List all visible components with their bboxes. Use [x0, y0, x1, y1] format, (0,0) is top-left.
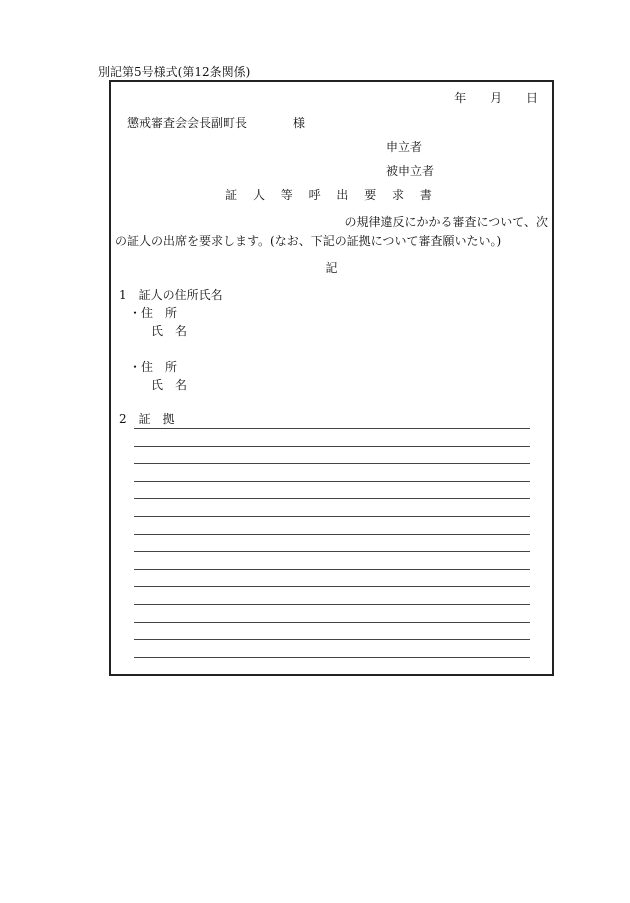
section-2-heading: 2 証 拠 — [119, 412, 175, 426]
form-frame — [109, 80, 554, 676]
witness-1-name-label: 氏 名 — [151, 324, 188, 338]
year-label: 年 — [454, 91, 467, 105]
evidence-line — [134, 428, 530, 429]
witness-2-name-label: 氏 名 — [151, 378, 188, 392]
evidence-line — [134, 586, 530, 587]
evidence-line — [134, 551, 530, 552]
evidence-line — [134, 498, 530, 499]
body-line-1: の規律違反にかかる審査について、次 — [344, 215, 548, 229]
evidence-line — [134, 481, 530, 482]
ki-heading: 記 — [325, 261, 338, 275]
addressee-honorific: 様 — [293, 116, 306, 130]
document-title: 証 人 等 呼 出 要 求 書 — [225, 188, 438, 202]
evidence-line — [134, 604, 530, 605]
evidence-line — [134, 639, 530, 640]
witness-1-address-label: ・住 所 — [129, 306, 178, 320]
body-line-2: の証人の出席を要求します。(なお、下記の証拠について審査願いたい。) — [115, 234, 502, 248]
witness-2-address-label: ・住 所 — [129, 360, 178, 374]
section-1-heading: 1 証人の住所氏名 — [119, 288, 223, 302]
respondent-label: 被申立者 — [386, 164, 435, 178]
addressee — [127, 116, 305, 130]
applicant-label: 申立者 — [386, 140, 423, 154]
evidence-line — [134, 534, 530, 535]
evidence-line — [134, 463, 530, 464]
addressee-title: 懲戒審査会会長副町長 — [127, 116, 248, 130]
evidence-lines — [134, 428, 530, 674]
evidence-line — [134, 657, 530, 658]
evidence-line — [134, 569, 530, 570]
evidence-line — [134, 622, 530, 623]
form-caption: 別記第5号様式(第12条関係) — [98, 65, 251, 79]
evidence-line — [134, 516, 530, 517]
date-line — [434, 91, 538, 105]
evidence-line — [134, 446, 530, 447]
month-label: 月 — [490, 91, 503, 105]
day-label: 日 — [525, 91, 538, 105]
